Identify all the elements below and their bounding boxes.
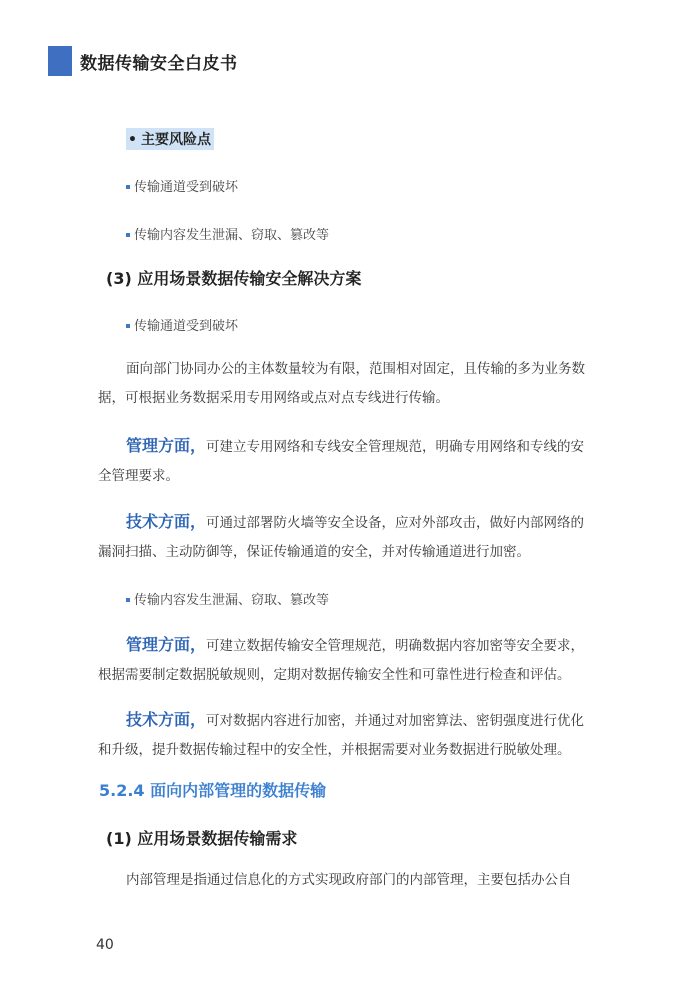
solution-item-2: [126, 589, 329, 608]
risk-item-label: 传输内容发生泄漏、窃取、篡改等: [134, 228, 330, 243]
management-paragraph-1: [98, 431, 596, 491]
technology-keyword: 技术方面，: [126, 512, 207, 531]
management-text: 可建立数据传输安全管理规范，明确数据内容加密等安全要求，根据需要制定数据脱敏规则，定期对数据传输安全性和可靠性进行检查和评估。: [98, 638, 585, 683]
risk-item-1: [126, 176, 238, 195]
technology-text: 可通过部署防火墙等安全设备，应对外部攻击，做好内部网络的漏洞扫描、主动防御等，保证传输通道的安全，并对传输通道进行加密。: [98, 515, 585, 560]
square-bullet-icon: [126, 185, 130, 189]
section-5-2-4-title: 5.2.4 面向内部管理的数据传输: [99, 781, 327, 800]
intro-paragraph: [98, 355, 596, 413]
management-keyword: 管理方面，: [126, 635, 207, 654]
header-accent-bar: [48, 46, 72, 76]
technology-keyword: 技术方面，: [126, 710, 207, 729]
management-text: 可建立专用网络和专线安全管理规范，明确专用网络和专线的安全管理要求。: [98, 439, 585, 484]
management-keyword: 管理方面，: [126, 436, 207, 455]
section-5-2-4-subtitle: (1) 应用场景数据传输需求: [106, 829, 298, 848]
risk-heading: [126, 128, 214, 150]
page-number: 40: [96, 937, 114, 953]
solution-item-1: [126, 315, 238, 334]
solution-item-label: 传输通道受到破坏: [134, 319, 239, 334]
risk-heading-label: 主要风险点: [140, 132, 211, 148]
section-3-title: (3) 应用场景数据传输安全解决方案: [106, 269, 362, 288]
square-bullet-icon: [126, 598, 130, 602]
internal-management-text: 内部管理是指通过信息化的方式实现政府部门的内部管理，主要包括办公自: [126, 872, 572, 888]
solution-item-label: 传输内容发生泄漏、窃取、篡改等: [134, 593, 330, 608]
bullet-dot-icon: •: [128, 132, 137, 148]
technology-paragraph-2: [98, 705, 596, 765]
internal-management-paragraph: [98, 866, 596, 895]
risk-item-label: 传输通道受到破坏: [134, 180, 239, 195]
technology-paragraph-1: [98, 507, 596, 567]
square-bullet-icon: [126, 324, 130, 328]
intro-text: 面向部门协同办公的主体数量较为有限，范围相对固定，且传输的多为业务数据，可根据业务数据采用专用网络或点对点专线进行传输。: [98, 361, 585, 406]
square-bullet-icon: [126, 233, 130, 237]
technology-text: 可对数据内容进行加密，并通过对加密算法、密钥强度进行优化和升级，提升数据传输过程中的安全性，并根据需要对业务数据进行脱敏处理。: [98, 713, 585, 758]
risk-item-2: [126, 224, 329, 243]
management-paragraph-2: [98, 630, 596, 690]
document-title: 数据传输安全白皮书: [80, 54, 238, 74]
